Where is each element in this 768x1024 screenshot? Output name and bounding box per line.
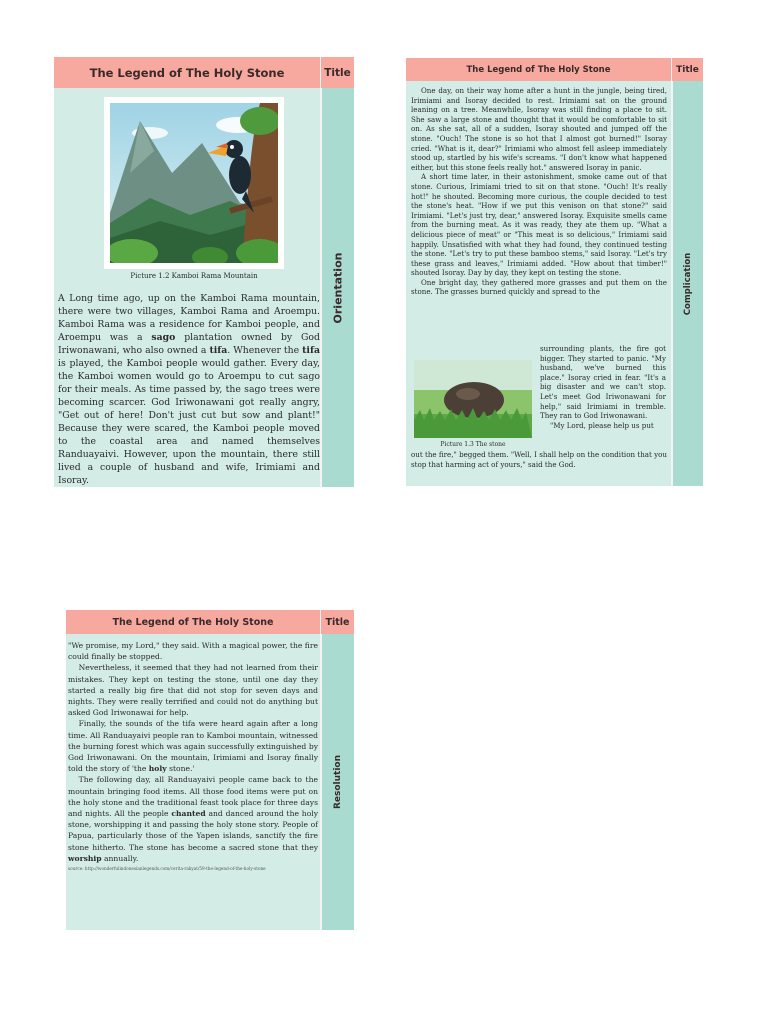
- structure-sidebar: [320, 88, 354, 487]
- paragraph: surrounding plants, the fire got bigger. They started to panic. "My husband, we've burned this place." Isoray cried in fear. "It's a big disaster and we can't stop. Let's meet God Iriwonawani for help," said Irimiami in tremble. They ran to God Iriwonawani.: [540, 344, 666, 421]
- wrapped-text: [540, 344, 666, 430]
- structure-sidebar: [320, 634, 354, 930]
- resolution-text: [68, 640, 318, 872]
- paragraph: One bright day, they gathered more grasses and put them on the stone. The grasses burned quickly and spread to the: [411, 277, 667, 297]
- picture-caption: Picture 1.3 The stone: [440, 441, 506, 448]
- structure-label-orientation: Orientation: [331, 252, 345, 323]
- stone-illustration: [414, 360, 532, 438]
- paragraph: "My Lord, please help us put: [549, 420, 654, 430]
- structure-sidebar: [671, 81, 703, 486]
- paragraph: One day, on their way home after a hunt in the jungle, being tired, Irimiami and Isoray decided to rest. Irimiami sat on the ground leaning on a tree. Meanwhile, Isoray was still finding a place to sit. She saw a large stone and thought that it would be comfortable to sit on. As she sat, all of a sudden, Isoray shouted and jumped off the stone. "Ouch! The stone is so hot that I almost got burned!" Isoray cried. "What is it, dear?" Irimiami who almost fell asleep immediately stood up, startled by his wife's screams. "I don't know what happened either, but this stone feels really hot." answered Isoray in panic.: [411, 86, 667, 172]
- story-title: The Legend of The Holy Stone: [112, 616, 274, 628]
- title-label: Title: [320, 57, 354, 88]
- closing-text: out the fire," begged them. "Well, I shall help on the condition that you stop that harming act of yours," said the God.: [411, 450, 667, 469]
- panel-header: [406, 58, 703, 81]
- title-label: Title: [320, 610, 354, 634]
- orientation-text: A Long time ago, up on the Kamboi Rama mountain, there were two villages, Kamboi Rama and Aroempu. Kamboi Rama was a residence for Kamboi people, and Aroempu was a sago plantation owned by God Iriwonawani, who also owned a tifa. Whenever the tifa is played, the Kamboi people would gather. Every day, the Kamboi women would go to Aroempu to cut sago for their meals. As time passed by, the sago trees were becoming scarcer. God Iriwonawani got really angry, "Get out of here! Don't just cut but sow and plant!" Because they were scared, the Kamboi people moved to the coastal area and named themselves Randuayaivi. However, upon the mountain, there still lived a couple of husband and wife, Irimiami and Isoray.: [58, 293, 320, 486]
- paragraph: Nevertheless, it seemed that they had not learned from their mistakes. They kept on testing the stone, until one day they started a really big fire that did not stop for seven days and nights. They were really terrified and could not do anything but asked God Iriwonawai for help.: [68, 663, 318, 718]
- paragraph: Finally, the sounds of the tifa were heard again after a long time. All Randuayaivi people ran to Kamboi mountain, witnessed the burning forest which was again successfully extinguished by God Iriwonawani. On the mountain, Irimiami and Isoray finally told the story of 'the holy stone.': [68, 719, 318, 774]
- kamboi-rama-mountain-picture: [104, 97, 284, 269]
- mountain-illustration: [110, 103, 278, 263]
- structure-label-complication: Complication: [683, 252, 693, 315]
- paragraph: A short time later, in their astonishment, smoke came out of that stone. Curious, Irimiami tried to sit on that stone. "Ouch! It's really hot!" he shouted. Becoming more curious, the couple decided to test the stone's heat. "How if we put this venison on that stone?" said Irimiami. "Let's just try, dear," answered Isoray. Exquisite smells came from the burning meat. As it was ready, they ate them up. "What a delicious piece of meat" or "This meat is so delicious," Irimiami said happily. Unsatisfied with what they had found, they continued testing the stone. "Let's try to put these bamboo stems," said Isoray. "Let's try these grass and leaves," Irimiami added. "How about that timber!" shouted Isoray. Day by day, they kept on testing the stone.: [411, 172, 667, 278]
- story-title: The Legend of The Holy Stone: [466, 64, 611, 75]
- source-link[interactable]: source: http://wonderfulindonesianlegends.com/cerita-rakyat/59-the-legend-of-the-holy-stone: [68, 866, 266, 872]
- panel-header: [54, 57, 354, 88]
- story-panel-orientation: [54, 57, 354, 487]
- story-panel-resolution: [66, 610, 354, 930]
- picture-caption: Picture 1.2 Kamboi Rama Mountain: [130, 272, 258, 280]
- title-label: Title: [671, 58, 703, 81]
- paragraph: The following day, all Randuayaivi people came back to the mountain bringing food items. All those food items were put on the holy stone and the traditional feast took place for three days and nights. All the people chanted and danced around the holy stone, worshipping it and passing the holy stone story. People of Papua, particularly those of the Yapen islands, sanctify the fire stone hitherto. The stone has become a sacred stone that they worship annually.: [68, 775, 318, 863]
- story-panel-complication: [406, 58, 703, 486]
- story-title: The Legend of The Holy Stone: [89, 65, 285, 80]
- panel-header: [66, 610, 354, 634]
- complication-text: [411, 86, 667, 297]
- paragraph: "We promise, my Lord," they said. With a magical power, the fire could finally be stopped.: [68, 641, 318, 662]
- stone-picture: [414, 360, 532, 438]
- structure-label-resolution: Resolution: [333, 754, 343, 810]
